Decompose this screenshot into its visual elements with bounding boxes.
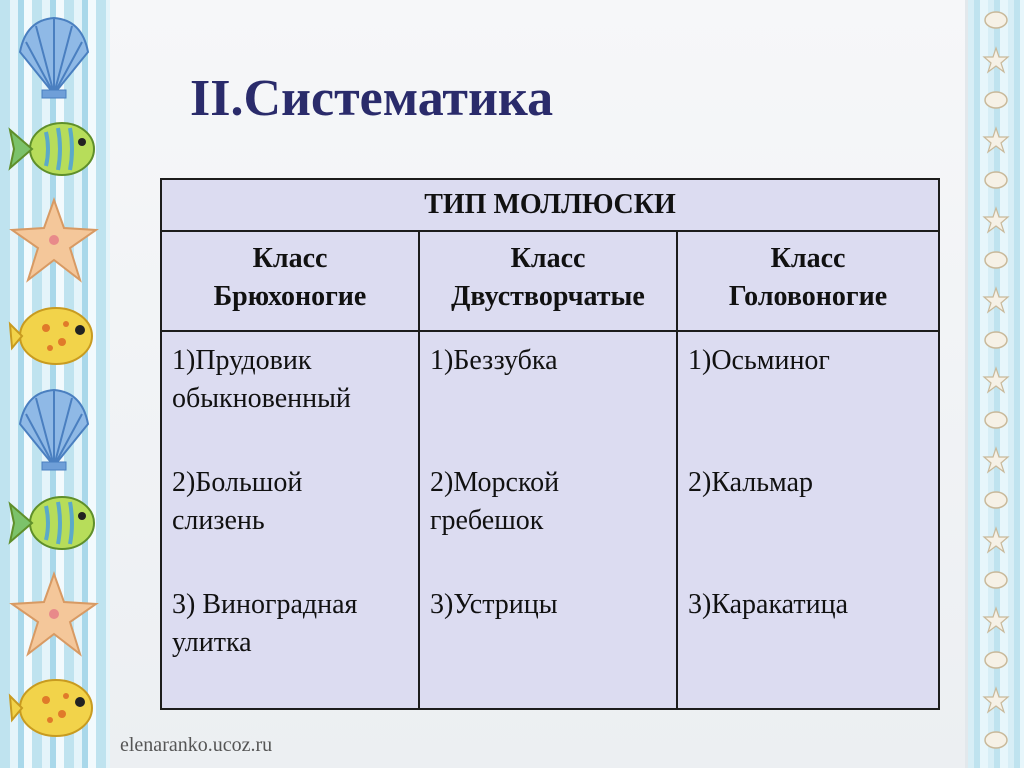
shell-icon <box>982 406 1010 434</box>
starfish-icon <box>982 446 1010 474</box>
pufferfish-icon <box>6 662 102 752</box>
starfish-icon <box>6 196 102 286</box>
class-name: Брюхоногие <box>213 281 367 312</box>
starfish-icon <box>982 606 1010 634</box>
footer-source: elenaranko.ucoz.ru <box>120 734 273 756</box>
systematics-table <box>160 178 940 710</box>
species-line: 1)Осьминог <box>688 345 830 376</box>
shell-icon <box>982 6 1010 34</box>
species-line: слизень <box>172 505 265 536</box>
species-list-cephalopods <box>677 331 939 709</box>
shell-icon <box>982 166 1010 194</box>
right-decorative-border <box>965 0 1024 768</box>
left-decorative-border <box>0 0 110 768</box>
starfish-icon <box>982 126 1010 154</box>
shell-icon <box>982 326 1010 354</box>
starfish-icon <box>982 686 1010 714</box>
pufferfish-icon <box>6 290 102 380</box>
shell-icon <box>982 246 1010 274</box>
species-list-bivalves <box>419 331 677 709</box>
starfish-icon <box>982 526 1010 554</box>
species-item <box>430 586 668 708</box>
species-line: 3)Каракатица <box>688 589 849 620</box>
class-name: Двустворчатые <box>451 281 645 312</box>
species-item <box>430 464 668 586</box>
species-line: 2)Большой <box>172 467 303 498</box>
species-line: 1)Прудовик <box>172 345 312 376</box>
class-header-bivalves <box>419 231 677 331</box>
shell-icon <box>982 86 1010 114</box>
species-line: обыкновенный <box>172 383 351 414</box>
starfish-icon <box>6 570 102 660</box>
class-name: Головоногие <box>728 281 888 312</box>
fish-icon <box>6 478 102 568</box>
species-list-gastropods <box>161 331 419 709</box>
class-label: Класс <box>252 243 328 274</box>
starfish-icon <box>982 286 1010 314</box>
species-line: 2)Морской <box>430 467 560 498</box>
species-line: 3) Виноградная <box>172 589 358 620</box>
seashell-icon <box>6 12 102 102</box>
type-header-cell: ТИП МОЛЛЮСКИ <box>161 179 939 231</box>
species-line: 1)Беззубка <box>430 345 558 376</box>
species-line: 3)Устрицы <box>430 589 558 620</box>
species-line: улитка <box>172 627 252 658</box>
species-item <box>688 464 930 586</box>
starfish-icon <box>982 206 1010 234</box>
species-item <box>688 342 930 464</box>
species-item <box>172 464 410 586</box>
shell-icon <box>982 486 1010 514</box>
species-line: 2)Кальмар <box>688 467 814 498</box>
seashell-icon <box>6 384 102 474</box>
species-item <box>688 586 930 708</box>
species-item <box>430 342 668 464</box>
starfish-icon <box>982 46 1010 74</box>
class-label: Класс <box>770 243 846 274</box>
shell-icon <box>982 646 1010 674</box>
shell-icon <box>982 726 1010 754</box>
class-header-gastropods <box>161 231 419 331</box>
starfish-icon <box>982 366 1010 394</box>
class-header-cephalopods <box>677 231 939 331</box>
species-item <box>172 342 410 464</box>
class-label: Класс <box>510 243 586 274</box>
fish-icon <box>6 104 102 194</box>
shell-icon <box>982 566 1010 594</box>
slide-title: II.Систематика <box>190 70 554 127</box>
species-line: гребешок <box>430 505 544 536</box>
species-item <box>172 586 410 708</box>
